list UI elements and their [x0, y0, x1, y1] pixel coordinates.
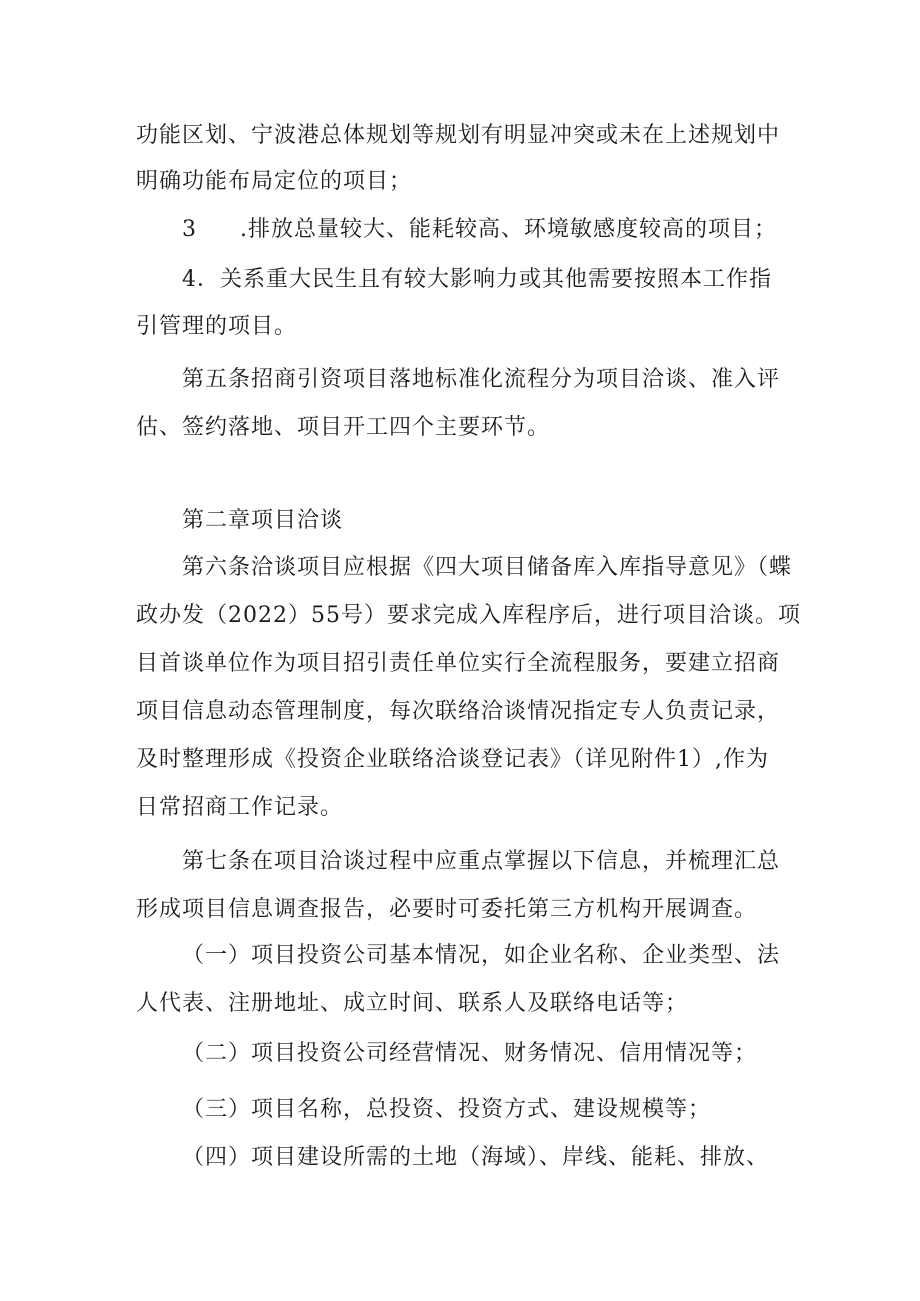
text-line: 人代表、注册地址、成立时间、联系人及联络电话等；	[136, 991, 689, 1016]
text-line: 形成项目信息调查报告，必要时可委托第三方机构开展调查。	[136, 897, 758, 922]
text-line: 政办发（2022）55号）要求完成入库程序后，进行项目洽谈。项	[136, 603, 801, 628]
text-line: 目首谈单位作为项目招引责任单位实行全流程服务，要建立招商	[136, 651, 781, 676]
text-line: 估、签约落地、项目开工四个主要环节。	[136, 415, 551, 440]
text-line: .排放总量较大、能耗较高、环境敏感度较高的项目；	[240, 217, 777, 242]
text-line: 项目信息动态管理制度，每次联络洽谈情况指定专人负责记录，	[136, 699, 781, 724]
text-line: （一）项目投资公司基本情况，如企业名称、企业类型、法	[182, 943, 781, 968]
text-line: 4．关系重大民生且有较大影响力或其他需要按照本工作指	[182, 267, 772, 292]
text-line: （二）项目投资公司经营情况、财务情况、信用情况等；	[182, 1041, 758, 1066]
chapter-heading: 第二章项目洽谈	[182, 508, 344, 533]
list-number: 3	[182, 217, 196, 242]
text-line: 第五条招商引资项目落地标准化流程分为项目洽谈、准入评	[182, 367, 781, 392]
text-line: 明确功能布局定位的项目；	[136, 169, 413, 194]
text-line: 功能区划、宁波港总体规划等规划有明显冲突或未在上述规划中	[136, 123, 781, 148]
text-line: 及时整理形成《投资企业联络洽谈登记表》（详见附件1）,作为	[136, 747, 769, 772]
text-line: （四）项目建设所需的土地（海域）、岸线、能耗、排放、	[182, 1145, 770, 1170]
text-line: 第六条洽谈项目应根据《四大项目储备库入库指导意见》（蝶	[182, 555, 793, 580]
text-line: 引管理的项目。	[136, 314, 298, 339]
text-line: 日常招商工作记录。	[136, 795, 344, 820]
text-line: （三）项目名称，总投资、投资方式、建设规模等；	[182, 1097, 712, 1122]
text-line: 第七条在项目洽谈过程中应重点掌握以下信息，并梳理汇总	[182, 849, 781, 874]
